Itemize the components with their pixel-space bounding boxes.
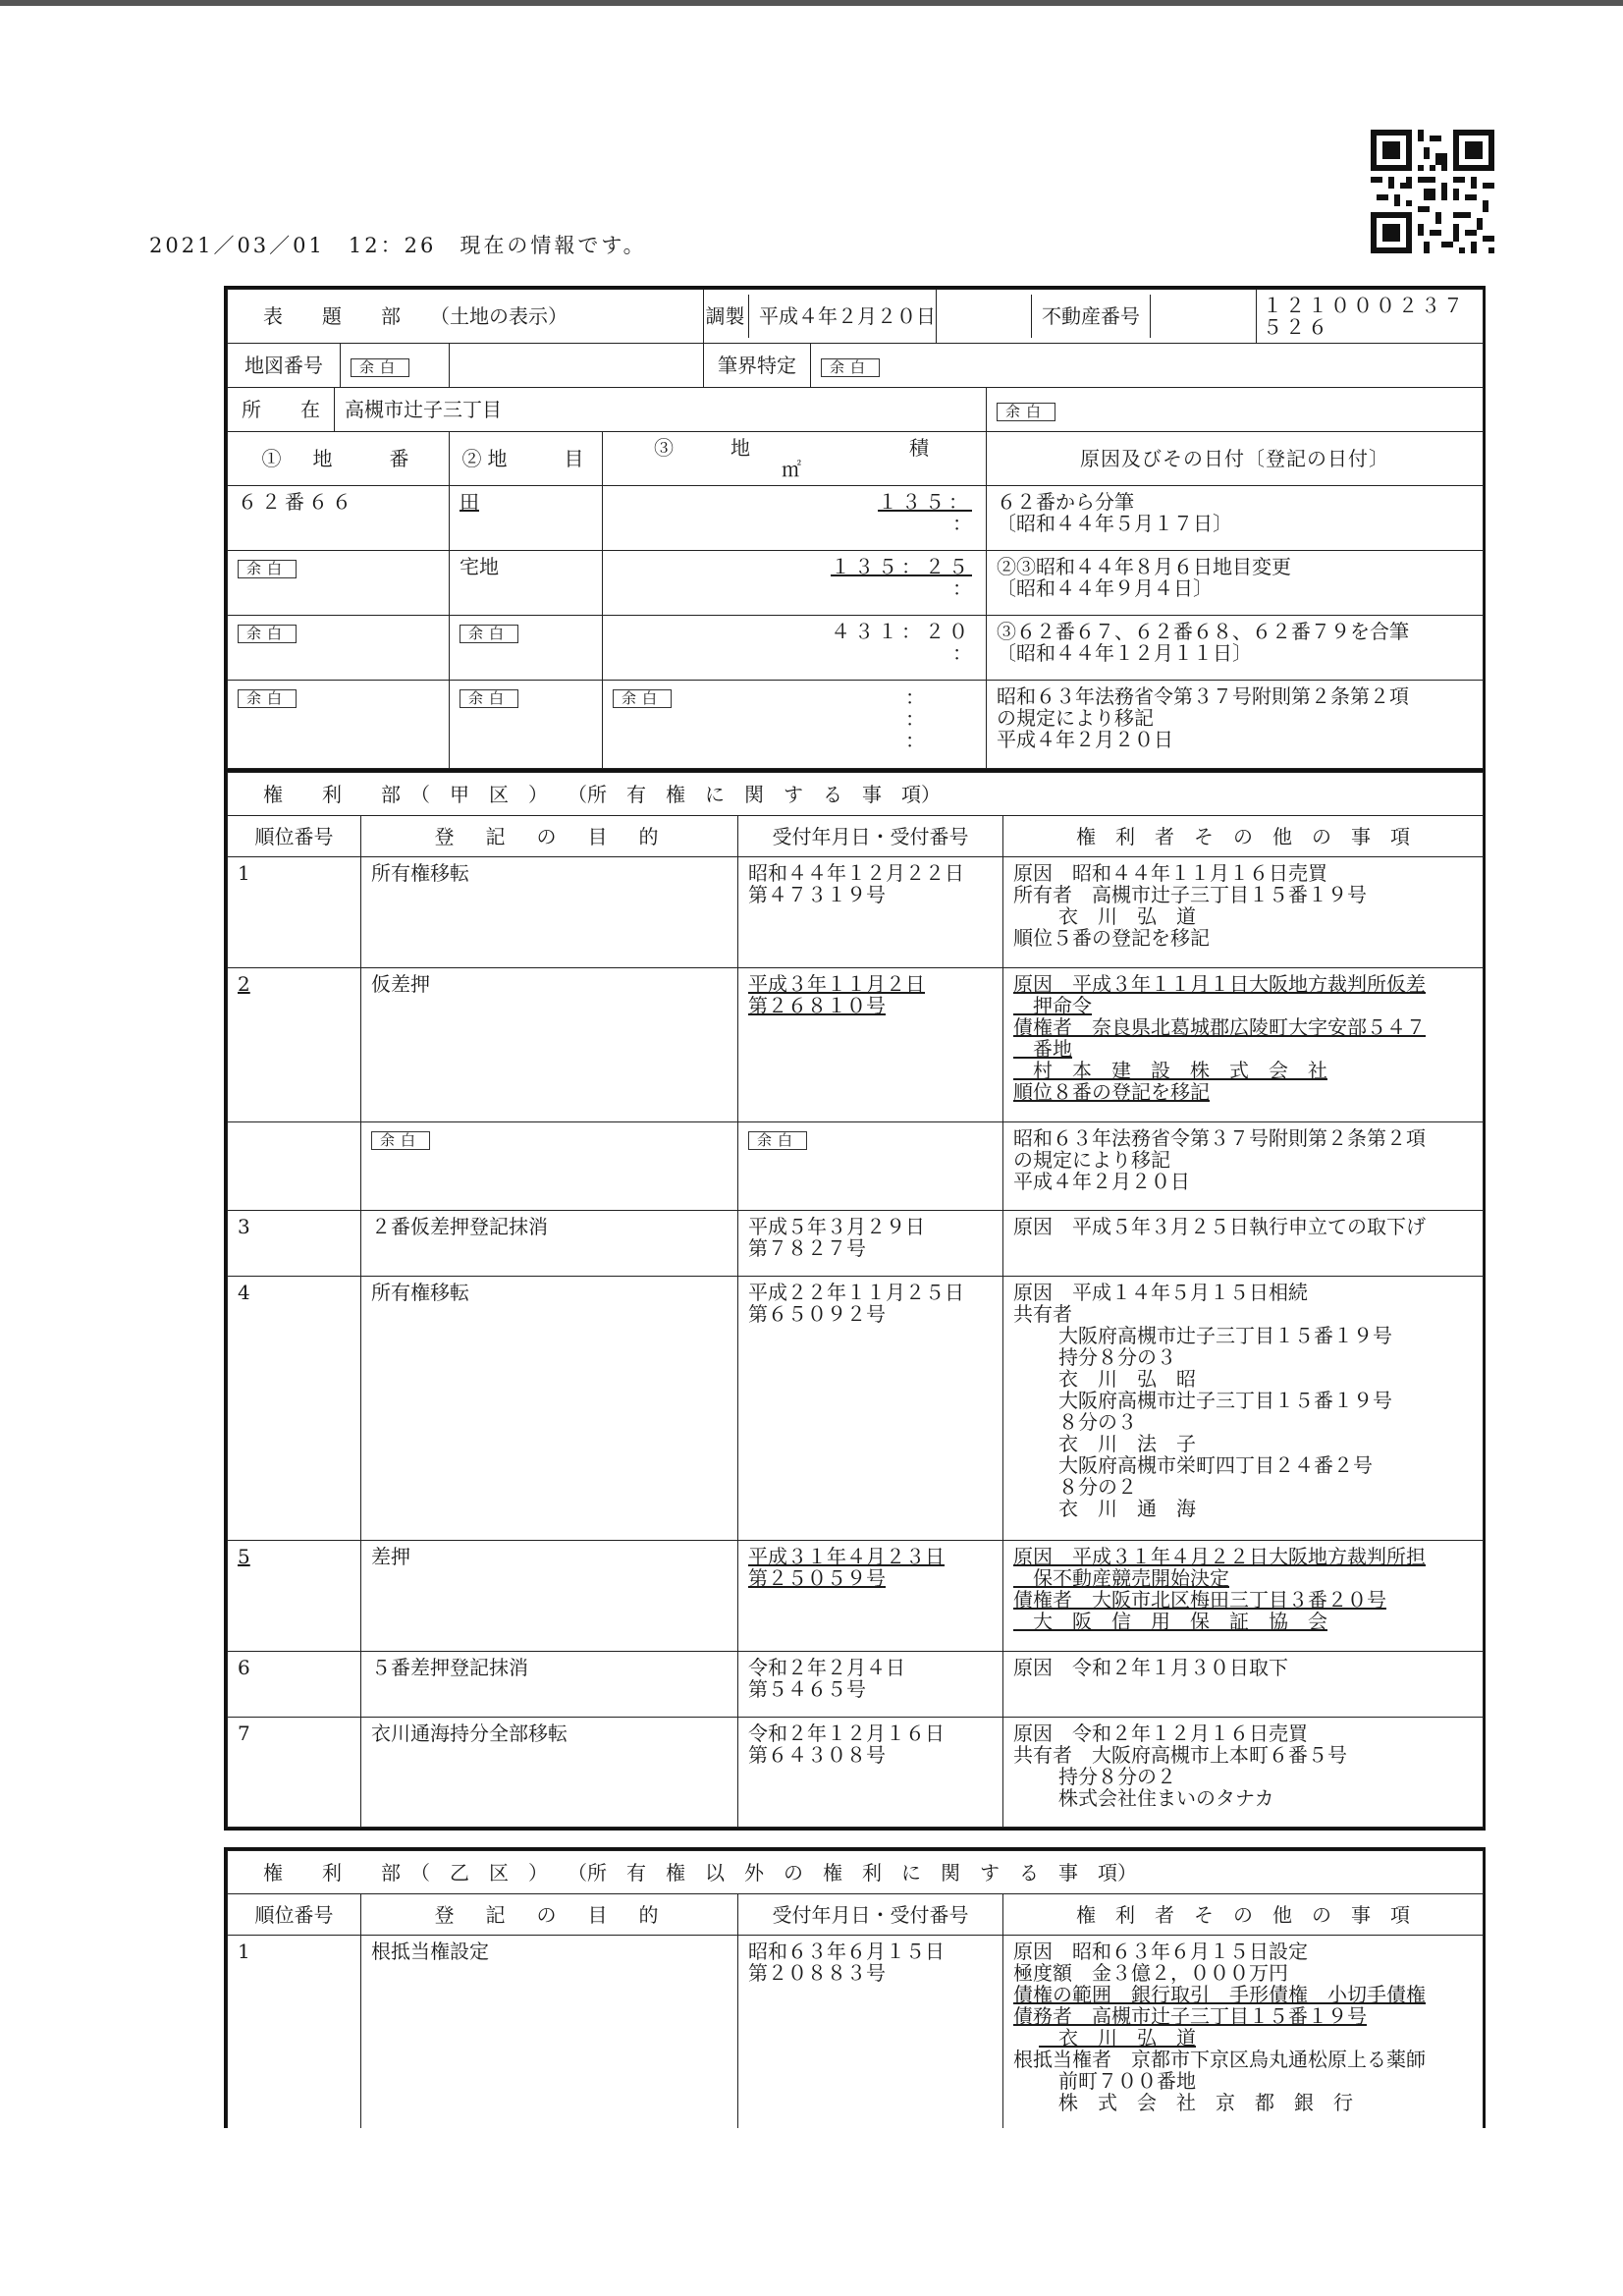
- table-row: [228, 681, 1484, 769]
- juni-cell: 4: [228, 1277, 361, 1541]
- detail-cell: 原因 平成３１年４月２２日大阪地方裁判所担 保不動産競売開始決定 債権者 大阪市北区梅田三丁目３番２０号 大 阪 信 用 保 証 協 会: [1003, 1541, 1484, 1652]
- yohaku-stamp: 余白: [821, 358, 880, 377]
- chimoku-cell: 田: [450, 486, 603, 551]
- uketsuke-cell: 平成２２年１１月２５日 第６５０９２号: [738, 1277, 1003, 1541]
- col-uketsuke: 受付年月日・受付番号: [738, 816, 1003, 857]
- detail-cell: 原因 昭和４４年１１月１６日売買 所有者 高槻市辻子三丁目１５番１９号 衣 川 弘 道 順位５番の登記を移記: [1003, 857, 1484, 968]
- chosei-label: 調製: [702, 295, 749, 338]
- table-row: [228, 1122, 1484, 1211]
- col-cause: 原因及びその日付〔登記の日付〕: [987, 432, 1484, 486]
- col-kenrisha: 権 利 者 そ の 他 の 事 項: [1003, 1894, 1484, 1936]
- hikkai-cell: [704, 344, 1484, 388]
- chimoku-cell: 宅地: [450, 551, 603, 616]
- purpose-cell: 所有権移転: [361, 1277, 738, 1541]
- shozai-cell: [228, 388, 987, 432]
- cause-cell: ②③昭和４４年８月６日地目変更 〔昭和４４年９月４日〕: [987, 551, 1484, 616]
- col-uketsuke: 受付年月日・受付番号: [738, 1894, 1003, 1936]
- cause-cell: 昭和６３年法務省令第３７号附則第２条第２項 の規定により移記 平成４年２月２０日: [987, 681, 1484, 769]
- fudosan-label: 不動産番号: [1031, 295, 1151, 338]
- scan-top-edge: [0, 0, 1623, 6]
- juni-cell: 5: [228, 1541, 361, 1652]
- detail-cell: 原因 令和２年１２月１６日売買 共有者 大阪府高槻市上本町６番５号 持分８分の２ 株式会社住まいのタナカ: [1003, 1718, 1484, 1828]
- hyodai-section: [224, 286, 1486, 772]
- chizu-label-cell: [228, 344, 450, 388]
- col-chimoku: ②地 目: [450, 432, 603, 486]
- juni-cell: 1: [228, 1936, 361, 2128]
- table-row: [228, 857, 1484, 968]
- chizu-label: 地図番号: [228, 344, 341, 387]
- col-juni: 順位番号: [228, 1894, 361, 1936]
- col-juni: 順位番号: [228, 816, 361, 857]
- juni-cell: 2: [228, 968, 361, 1122]
- chosei-cell: [704, 290, 937, 344]
- table-row: [228, 1211, 1484, 1277]
- uketsuke-cell: 昭和４４年１２月２２日 第４７３１９号: [738, 857, 1003, 968]
- uketsuke-cell: 余白: [738, 1122, 1003, 1211]
- uketsuke-cell: 令和２年２月４日 第５４６５号: [738, 1652, 1003, 1718]
- chiban-cell: 余白: [228, 616, 450, 681]
- col-kenrisha: 権 利 者 そ の 他 の 事 項: [1003, 816, 1484, 857]
- uketsuke-cell: 平成３年１１月２日 第２６８１０号: [738, 968, 1003, 1122]
- table-row: [228, 551, 1484, 616]
- detail-cell: 原因 平成１４年５月１５日相続 共有者 大阪府高槻市辻子三丁目１５番１９号 持分８分の３ 衣 川 弘 昭 大阪府高槻市辻子三丁目１５番１９号 ８分の３ 衣 川 法 子 大阪府高槻市栄町四丁目２４番２号 ８分の２ 衣 川 通 海: [1003, 1277, 1484, 1541]
- col-chiseki: ③ 地 積 ㎡: [603, 432, 987, 486]
- cause-cell: ６２番から分筆 〔昭和４４年５月１７日〕: [987, 486, 1484, 551]
- qr-code: [1371, 130, 1494, 253]
- purpose-cell: 余白: [361, 1122, 738, 1211]
- hikkai-label: 筆界特定: [704, 344, 811, 387]
- uketsuke-cell: 平成３１年４月２３日 第２５０５９号: [738, 1541, 1003, 1652]
- chiban-cell: ６２番６６: [228, 486, 450, 551]
- kouku-title: 権 利 部 （ 甲 区 ） （所 有 権 に 関 す る 事 項）: [228, 773, 1484, 816]
- table-row: [228, 1652, 1484, 1718]
- chiseki-cell: 余白 ： ： ：: [603, 681, 987, 769]
- fudosan-number: １２１０００２３７５２６: [1257, 290, 1484, 344]
- purpose-cell: ２番仮差押登記抹消: [361, 1211, 738, 1277]
- col-mokuteki: 登 記 の 目 的: [361, 816, 738, 857]
- juni-cell: 7: [228, 1718, 361, 1828]
- purpose-cell: 所有権移転: [361, 857, 738, 968]
- col-mokuteki: 登 記 の 目 的: [361, 1894, 738, 1936]
- table-row: [228, 1718, 1484, 1828]
- chimoku-cell: 余白: [450, 681, 603, 769]
- purpose-cell: 衣川通海持分全部移転: [361, 1718, 738, 1828]
- detail-cell: 原因 平成５年３月２５日執行申立ての取下げ: [1003, 1211, 1484, 1277]
- table-row: [228, 1277, 1484, 1541]
- table-row: [228, 968, 1484, 1122]
- table-row: [228, 1936, 1484, 2128]
- table-row: [228, 616, 1484, 681]
- hyodai-title: 表 題 部 （土地の表示）: [228, 290, 704, 344]
- otsuku-title: 権 利 部 （ 乙 区 ） （所 有 権 以 外 の 権 利 に 関 す る 事 項）: [228, 1851, 1484, 1894]
- yohaku-stamp: 余白: [351, 358, 409, 377]
- chiban-cell: 余白: [228, 681, 450, 769]
- purpose-cell: 根抵当権設定: [361, 1936, 738, 2128]
- purpose-cell: 差押: [361, 1541, 738, 1652]
- fudosan-cell: [937, 290, 1257, 344]
- chiseki-cell: ４３１：２０ ：: [603, 616, 987, 681]
- chimoku-cell: 余白: [450, 616, 603, 681]
- shozai-value: 高槻市辻子三丁目: [345, 398, 502, 421]
- table-row: [228, 1541, 1484, 1652]
- purpose-cell: ５番差押登記抹消: [361, 1652, 738, 1718]
- timestamp: 2021／03／01 12：26 現在の情報です。: [149, 234, 647, 257]
- detail-cell: 原因 昭和６３年６月１５日設定 極度額 金３億２，０００万円 債権の範囲 銀行取引 手形債権 小切手債権 債務者 高槻市辻子三丁目１５番１９号 衣 川 弘 道 根抵当権者 京都市下京区烏丸通松原上る薬師 前町７００番地 株 式 会 社 京 都 銀 行: [1003, 1936, 1484, 2128]
- detail-cell: 原因 平成３年１１月１日大阪地方裁判所仮差 押命令 債権者 奈良県北葛城郡広陵町大字安部５４７ 番地 村 本 建 設 株 式 会 社 順位８番の登記を移記: [1003, 968, 1484, 1122]
- col-chiban: ① 地 番: [228, 432, 450, 486]
- detail-cell: 原因 令和２年１月３０日取下: [1003, 1652, 1484, 1718]
- uketsuke-cell: 令和２年１２月１６日 第６４３０８号: [738, 1718, 1003, 1828]
- chiseki-cell: １３５： ：: [603, 486, 987, 551]
- juni-cell: 1: [228, 857, 361, 968]
- chosei-date: 平成４年２月２０日: [759, 304, 936, 328]
- uketsuke-cell: 平成５年３月２９日 第７８２７号: [738, 1211, 1003, 1277]
- chiseki-cell: １３５：２５ ：: [603, 551, 987, 616]
- juni-cell: 3: [228, 1211, 361, 1277]
- detail-cell: 昭和６３年法務省令第３７号附則第２条第２項 の規定により移記 平成４年２月２０日: [1003, 1122, 1484, 1211]
- shozai-label: 所 在: [228, 388, 335, 431]
- purpose-cell: 仮差押: [361, 968, 738, 1122]
- table-row: [228, 486, 1484, 551]
- uketsuke-cell: 昭和６３年６月１５日 第２０８８３号: [738, 1936, 1003, 2128]
- otsuku-section: [224, 1847, 1486, 2128]
- juni-cell: 6: [228, 1652, 361, 1718]
- kouku-section: [224, 769, 1486, 1831]
- chiban-cell: 余白: [228, 551, 450, 616]
- cause-cell: ③６２番６７、６２番６８、６２番７９を合筆 〔昭和４４年１２月１１日〕: [987, 616, 1484, 681]
- yohaku-stamp: 余白: [997, 403, 1055, 421]
